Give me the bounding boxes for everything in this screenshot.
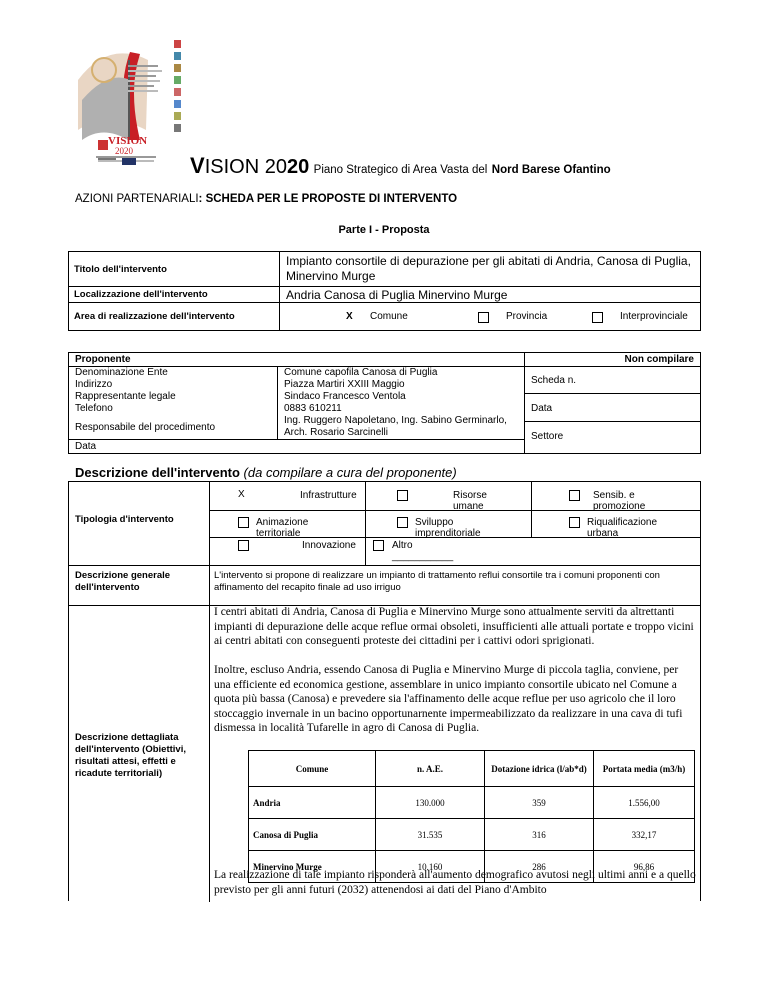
cell-portata: 96,86 [594, 851, 695, 883]
cell-comune: Andria [249, 787, 376, 819]
localizzazione-value: Andria Canosa di Puglia Minervino Murge [280, 287, 701, 303]
tipologia-riqualificazione-checkbox[interactable] [569, 517, 580, 528]
area-comune-label: Comune [370, 311, 408, 322]
tipologia-infrastrutture-label: Infrastrutture [300, 490, 357, 501]
titolo-value: Impianto consortile di depurazione per gli abitati di Andria, Canosa di Puglia, Minervino Murge [280, 252, 701, 287]
tipologia-infrastrutture-mark[interactable]: X [238, 489, 245, 500]
non-compilare-title: Non compilare [624, 354, 694, 365]
part-title: Parte I - Proposta [338, 224, 430, 236]
tipologia-riqualificazione-label: Riqualificazione urbana [587, 517, 658, 539]
tipologia-innovazione-checkbox[interactable] [238, 540, 249, 551]
info-table [68, 251, 701, 331]
area-provincia-checkbox[interactable] [478, 312, 489, 323]
nc-scheda: Scheda n. [531, 375, 577, 386]
logo-sidebar-text [128, 62, 170, 122]
section-title-bold: : SCHEDA PER LE PROPOSTE DI INTERVENTO [198, 193, 458, 205]
section-title [75, 193, 457, 205]
area-comune-mark[interactable]: X [346, 311, 353, 322]
area-options [280, 303, 701, 331]
dettagliata-para3: La realizzazione di tale impianto risponderà all'aumento demografico avutosi negli ultimi anni e a quello previsto per gli anni futuri (2032) attenendosi ai dati del Piano d'Ambito [214, 869, 696, 896]
tipologia-sensib-label: Sensib. e promozione [593, 490, 646, 512]
generale-label: Descrizione generale dell'intervento [75, 570, 171, 593]
th-dotazione: Dotazione idrica (l/ab*d) [485, 751, 594, 787]
tipologia-sviluppo-checkbox[interactable] [397, 517, 408, 528]
brand-subtitle: Piano Strategico di Area Vasta del [313, 164, 488, 176]
titolo-label: Titolo dell'intervento [69, 252, 280, 287]
area-provincia-label: Provincia [506, 311, 548, 322]
value-responsabile: Ing. Ruggero Napoletano, Ing. Sabino Germinarlo, Arch. Rosario Sarcinelli [284, 415, 507, 438]
label-telefono: Telefono [75, 403, 113, 414]
tipologia-altro-label: Altro ___________ [392, 540, 454, 562]
label-data: Data [75, 441, 97, 452]
area-interprovinciale-checkbox[interactable] [592, 312, 603, 323]
dettagliata-label: Descrizione dettagliata dell'intervento (Obiettivi, risultati attesi, effetti e ricadute territoriali) [75, 732, 186, 779]
label-indirizzo: Indirizzo [75, 379, 113, 390]
proponente-block [68, 352, 701, 454]
area-label: Area di realizzazione dell'intervento [69, 303, 280, 331]
brand-line [190, 153, 611, 179]
cell-ae: 31.535 [376, 819, 485, 851]
tipologia-label: Tipologia d'intervento [75, 514, 174, 525]
tipologia-innovazione-label: Innovazione [302, 540, 356, 551]
nc-data: Data [531, 403, 553, 414]
nc-settore: Settore [531, 431, 564, 442]
table-row [249, 819, 695, 851]
label-rappresentante: Rappresentante legale [75, 391, 176, 402]
cell-dotazione: 316 [485, 819, 594, 851]
dettagliata-para1: I centri abitati di Andria, Canosa di Puglia e Minervino Murge sono attualmente serviti da altrettanti impianti di depurazione delle acque reflue ormai obsoleti, insufficienti alle attuali portate e troppo vicini ai centri abitati con conseguenti proteste dei cittadini per i cattivi odori sprigionati. [214, 606, 694, 647]
tipologia-animazione-label: Animazione territoriale [256, 517, 309, 539]
label-denominazione: Denominazione Ente [75, 367, 168, 378]
dettagliata-para2: Inoltre, escluso Andria, essendo Canosa di Puglia e Minervino Murge di piccola taglia, conviene, per una efficiente ed economica gestione, assemblare in unico impianto consortile ubicato nel Comune a quota più bassa (Canosa) e prevedere sia l'affinamento delle acque reflue per uso agricolo che il loro stoccaggio invernale in un bacino opportunarnente impermeabilizzato da realizzare in una cava di tufi dismessa in località Tufarelle in agro di Canosa di Puglia. [214, 664, 683, 734]
localizzazione-label: Localizzazione dell'intervento [69, 287, 280, 303]
tipologia-sensib-checkbox[interactable] [569, 490, 580, 501]
svg-text:VISION: VISION [108, 135, 148, 147]
brand-subtitle-bold: Nord Barese Ofantino [491, 164, 611, 176]
th-ae: n. A.E. [376, 751, 485, 787]
cell-dotazione: 286 [485, 851, 594, 883]
descrizione-heading-note: (da compilare a cura del proponente) [243, 465, 457, 480]
proponente-labels [75, 367, 275, 434]
tipologia-risorse-checkbox[interactable] [397, 490, 408, 501]
descrizione-heading-bold: Descrizione dell'intervento [75, 465, 240, 480]
proponente-title: Proponente [75, 354, 131, 365]
brand-20: 20 [286, 156, 310, 178]
label-responsabile: Responsabile del procedimento [75, 422, 216, 433]
cell-portata: 332,17 [594, 819, 695, 851]
brand-v: V [190, 153, 205, 178]
cell-ae: 10.160 [376, 851, 485, 883]
tipologia-animazione-checkbox[interactable] [238, 517, 249, 528]
cell-ae: 130.000 [376, 787, 485, 819]
sponsor-logos [96, 140, 156, 170]
th-comune: Comune [249, 751, 376, 787]
tipologia-altro-checkbox[interactable] [373, 540, 384, 551]
abitanti-table [248, 750, 695, 883]
cell-portata: 1.556,00 [594, 787, 695, 819]
municipal-crests [174, 40, 184, 140]
tipologia-sviluppo-label: Sviluppo imprenditoriale [415, 517, 481, 539]
section-title-prefix: AZIONI PARTENARIALI [75, 193, 199, 205]
value-indirizzo: Piazza Martiri XXIII Maggio [284, 379, 405, 390]
value-denominazione: Comune capofila Canosa di Puglia [284, 367, 438, 378]
brand-ision: ISION 20 [204, 156, 287, 178]
area-interprovinciale-label: Interprovinciale [620, 311, 688, 322]
svg-text:2020: 2020 [115, 146, 133, 156]
descrizione-heading [75, 465, 457, 480]
generale-text: L'intervento si propone di realizzare un impianto di trattamento reflui consortile tra i comuni proponenti con affinamento del recapito finale ad uso irriguo [214, 570, 660, 593]
tipologia-risorse-label: Risorse umane [453, 490, 487, 512]
table-row [249, 787, 695, 819]
cell-dotazione: 359 [485, 787, 594, 819]
proponente-values [284, 367, 519, 439]
th-portata: Portata media (m3/h) [594, 751, 695, 787]
value-rappresentante: Sindaco Francesco Ventola [284, 391, 406, 402]
cell-comune: Canosa di Puglia [249, 819, 376, 851]
value-telefono: 0883 610211 [284, 403, 342, 414]
cell-comune: Minervino Murge [249, 851, 376, 883]
